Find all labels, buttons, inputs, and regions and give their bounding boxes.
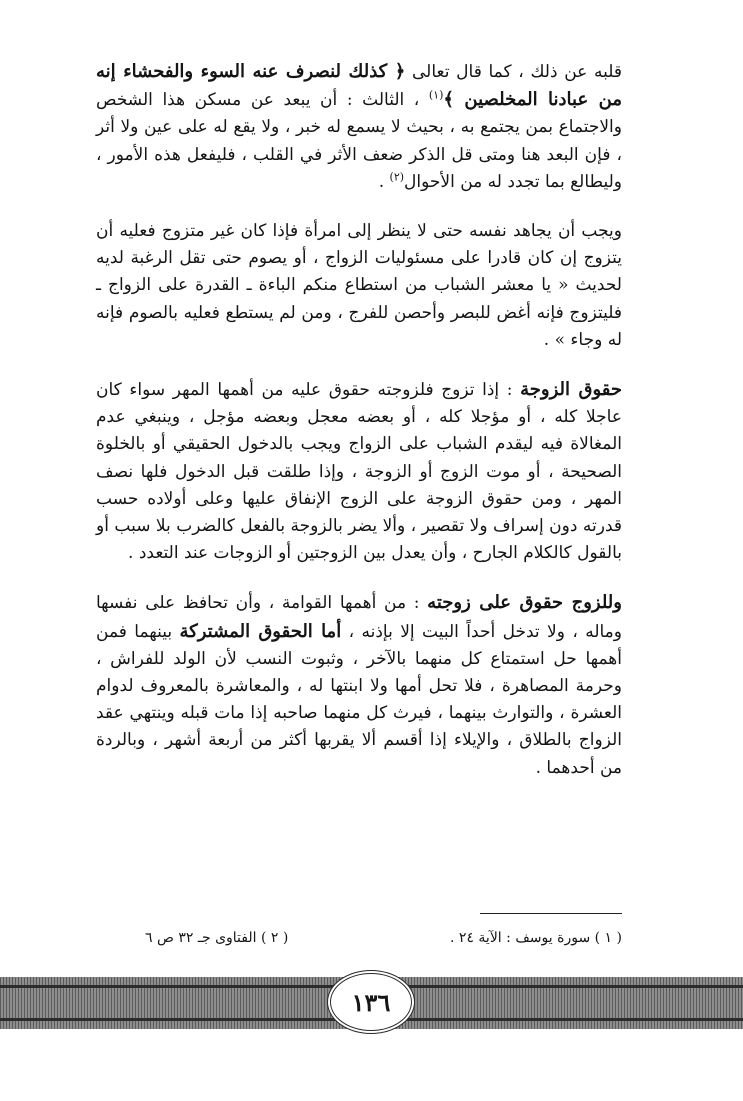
paragraph-2: ويجب أن يجاهد نفسه حتى لا ينظر إلى امرأة فإذا كان غير متزوج فعليه أن يتزوج إن كان قادرا على مسئوليات الزواج ، أو يصوم حتى تقل الرغبة لديه لحديث « يا معشر الشباب من استطاع منكم الباءة ـ القدرة على الزواج ـ فليتزوج فإنه أغض للبصر وأحصن للفرج ، ومن لم يستطع فعليه بالصوم فإنه له وجاء » . [96, 221, 622, 350]
paragraph-1 [96, 58, 622, 196]
paragraph-3-text: : إذا تزوج فلزوجته حقوق عليه من أهمها المهر سواء كان عاجلا كله ، أو مؤجلا كله ، أو بعضه معجل وبعضه مؤجل ، وينبغي عدم المغالاة فيه ليقدم الشباب على الزواج ويجب بالدخول الحقيقي أو بالخلوة الصحيحة ، أو موت الزوج أو الزوجة ، وإذا طلقت قبل الدخول فلها نصف المهر ، ومن حقوق الزوجة على الزوج الإنفاق عليها وعلى أولاده حسب قدرته دون إسراف ولا تقصير ، وألا يضر بالزوجة بالفعل كالضرب بلا سبب أو بالقول كالكلام الجارح ، وأن يعدل بين الزوجتين أو الزوجات عند التعدد . [96, 380, 622, 564]
body-text [96, 58, 622, 804]
paragraph-4-intro: : من أهمها القوامة ، وأن تحافظ على نفسها وماله ، ولا تدخل أحداً البيت إلا بإذنه ، [96, 593, 622, 642]
footnote-ref-1: (١) [428, 88, 444, 102]
paragraph-1-body: ، الثالث : أن يبعد عن مسكن هذا الشخص والاجتماع بمن يجتمع به ، بحيث لا يسمع له خبر ، ولا يقع له على عين ولا أثر ، فإن البعد هنا ومتى قل الذكر ضعف الأثر في القلب ، فليفعل هذه الأمور ، وليطالع بما تجدد له من الأحوال [96, 90, 622, 192]
page-number: ١٣٦ [351, 987, 391, 1017]
page-number-badge [327, 970, 415, 1034]
heading-husband-rights: وللزوج حقوق على زوجته [427, 592, 622, 614]
heading-wife-rights: حقوق الزوجة [520, 379, 622, 401]
footnote-ref-2: (٢) [389, 170, 405, 184]
quran-verse: ﴿ كذلك لنصرف عنه السوء والفحشاء إنه من عبادنا المخلصين ﴾ [96, 61, 622, 111]
paragraph-3 [96, 376, 622, 567]
footnote-1: ( ١ ) سورة يوسف : الآية ٢٤ . [450, 930, 622, 946]
paragraph-4 [96, 589, 622, 781]
footnote-2: ( ٢ ) الفتاوى جـ ٣٢ ص ٦ [145, 930, 289, 946]
paragraph-1-end: . [378, 171, 390, 192]
footnotes [145, 928, 622, 948]
paragraph-4-body: بينهما فمن أهمها حل استمتاع كل منهما بالآخر ، وثبوت النسب لأن الولد للفراش ، وحرمة المصاهرة ، فلا تحل أمها ولا ابنتها له ، والمعاشرة بالمعروف لدوام العشرة ، والتوارث بينهما ، فيرث كل منهما صاحبه إذا مات قبله وينتهي عقد الزواج بالطلاق ، والإيلاء إذا أقسم ألا يقربها أكثر من أربعة أشهر ، وبالردة من أحدهما . [96, 621, 622, 778]
heading-shared-rights: أما الحقوق المشتركة [179, 620, 342, 642]
paragraph-1-intro: قلبه عن ذلك ، كما قال تعالى [405, 62, 622, 82]
footnote-divider [480, 913, 622, 914]
